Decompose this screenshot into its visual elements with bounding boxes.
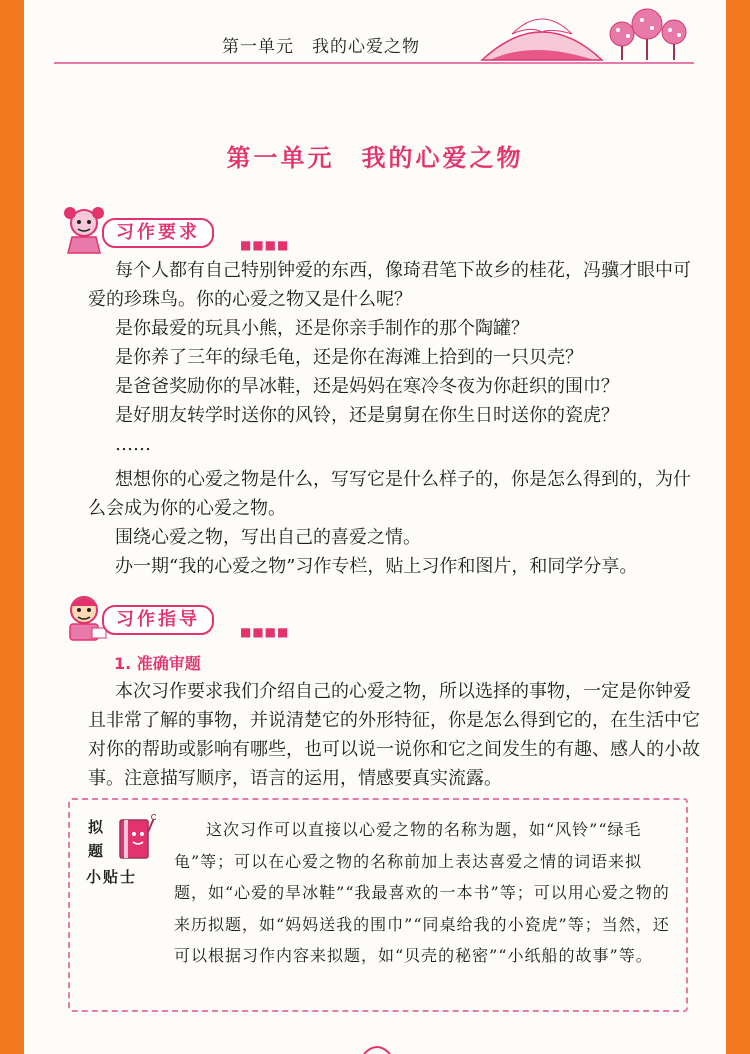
paragraph: 每个人都有自己特别钟爱的东西，像琦君笔下故乡的桂花，冯骥才眼中可爱的珍珠鸟。你的心爱之物又是什么呢？ (88, 260, 691, 310)
paragraph: 是你养了三年的绿毛龟，还是你在海滩上拾到的一只贝壳？ (115, 347, 583, 368)
document-page (24, 0, 726, 1054)
paragraph: …… (115, 434, 151, 455)
book-mascot-icon (116, 812, 156, 864)
requirements-body (88, 256, 708, 581)
tip-label: 小贴士 (86, 868, 138, 886)
tip-label-char: 题 (88, 842, 104, 860)
paragraph: 办一期“我的心爱之物”习作专栏，贴上习作和图片，和同学分享。 (115, 556, 638, 577)
tip-paragraph: 这次习作可以直接以心爱之物的名称为题，如“风铃”“绿毛龟”等；可以在心爱之物的名称前加上表达喜爱之情的词语来拟题，如“心爱的旱冰鞋”“我最喜欢的一本书”等；可以用心爱之物的来历拟题，如“妈妈送我的围巾”“同桌给我的小瓷虎”等；当然，还可以根据习作内容来拟题，如“贝壳的秘密”“小纸船的故事”等。 (174, 820, 670, 965)
page-number-ornament (362, 1040, 392, 1054)
unit-title: 第一单元 我的心爱之物 (226, 143, 524, 172)
running-header (24, 0, 726, 76)
running-header-title: 第一单元 我的心爱之物 (222, 37, 420, 57)
section-heading-requirements (62, 205, 290, 255)
subheading-topic: 1. 准确审题 (114, 654, 201, 673)
tip-text (174, 814, 674, 972)
paragraph: 是好朋友转学时送你的风铃，还是舅舅在你生日时送你的瓷虎？ (115, 405, 619, 426)
tip-sidebar (70, 800, 170, 1010)
tip-label-char: 拟 (88, 818, 104, 836)
paragraph: 想想你的心爱之物是什么，写写它是什么样子的，你是怎么得到的，为什么会成为你的心爱之物。 (88, 469, 691, 519)
decorative-dots: ■■■■ (240, 238, 290, 252)
paragraph: 围绕心爱之物，写出自己的喜爱之情。 (115, 527, 421, 548)
hill-and-trees-decoration (472, 0, 702, 64)
guidance-body (88, 677, 708, 793)
section-heading-guidance (62, 592, 290, 642)
section-label-requirements: 习作要求 (102, 218, 214, 248)
paragraph: 本次习作要求我们介绍自己的心爱之物，所以选择的事物，一定是你钟爱且非常了解的事物，并说清楚它的外形特征，你是怎么得到它的，在生活中它对你的帮助或影响有哪些，也可以说一说你和它之间发生的有趣、感人的小故事。注意描写顺序，语言的运用，情感要真实流露。 (88, 681, 700, 789)
paragraph: 是你最爱的玩具小熊，还是你亲手制作的那个陶罐？ (115, 318, 529, 339)
decorative-dots: ■■■■ (240, 625, 290, 639)
section-label-guidance: 习作指导 (102, 605, 214, 635)
tip-box (68, 798, 688, 1012)
paragraph: 是爸爸奖励你的旱冰鞋，还是妈妈在寒冷冬夜为你赶织的围巾？ (115, 376, 619, 397)
